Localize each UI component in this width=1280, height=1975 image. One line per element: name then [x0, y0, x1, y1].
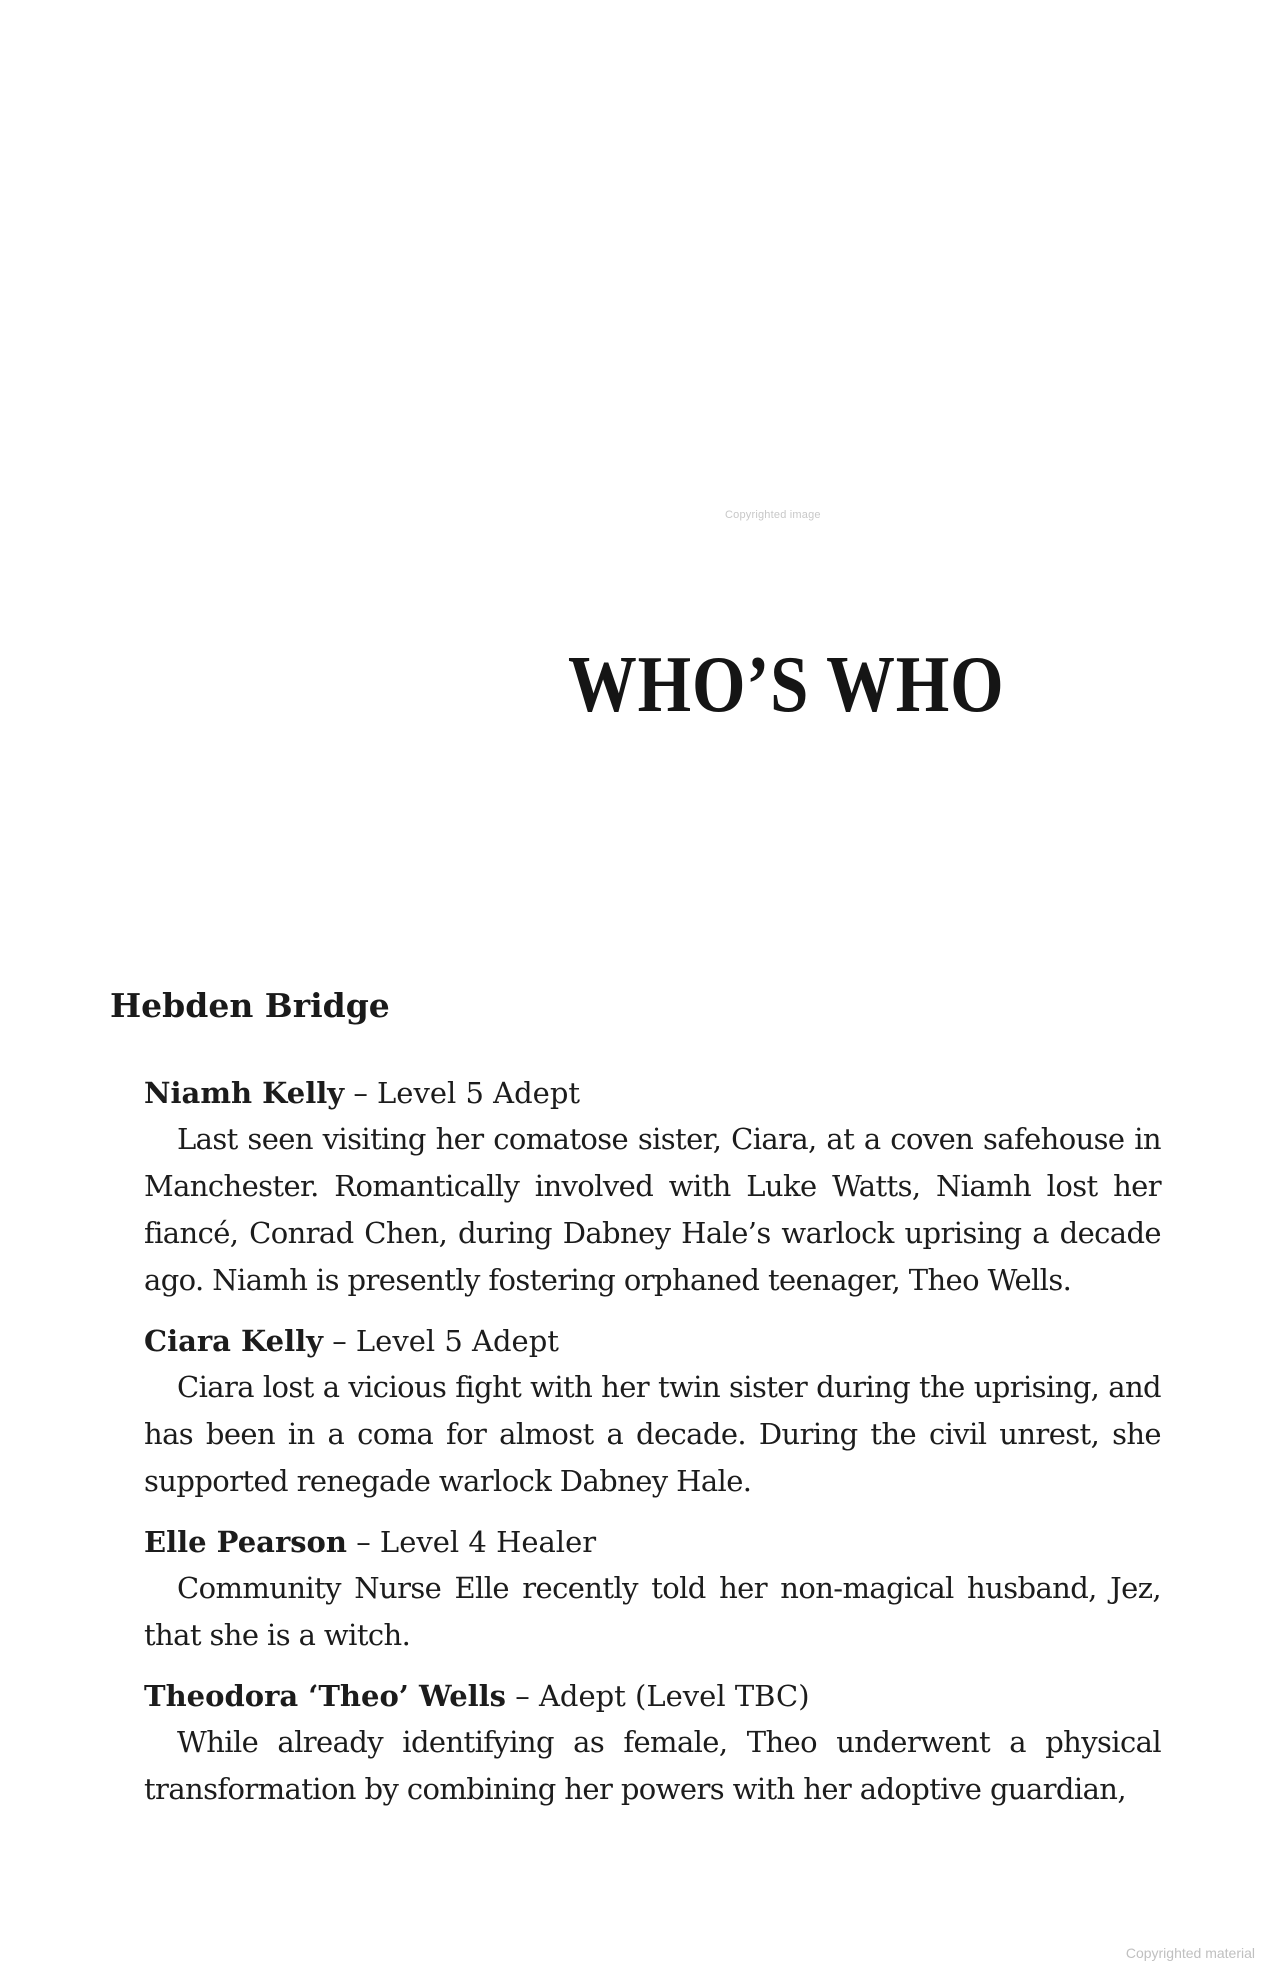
copyrighted-image-placeholder: Copyrighted image [725, 509, 821, 521]
section-heading: Hebden Bridge [110, 986, 390, 1025]
character-description: Last seen visiting her comatose sister, Ciara, at a coven safehouse in Manchester. Romantically involved with Luke Watts, Niamh lost her fiancé, Conrad Chen, during Dabney Hale’s warlock uprising a decade ago. Niamh is presently fostering orphaned teenager, Theo Wells. [144, 1122, 1161, 1297]
character-name: Niamh Kelly [144, 1076, 345, 1110]
character-description: While already identifying as female, Theo underwent a physical transformation by combining her powers with her adoptive guardian, [144, 1725, 1161, 1806]
character-level: – Adept (Level TBC) [515, 1679, 810, 1713]
character-level: – Level 5 Adept [353, 1076, 581, 1110]
page-title: WHO’S WHO [568, 641, 1005, 729]
character-entry-niamh-kelly [144, 1070, 1161, 1304]
character-entry-elle-pearson [144, 1519, 1161, 1659]
character-list [144, 1070, 1161, 1827]
character-level: – Level 4 Healer [356, 1525, 597, 1559]
copyright-notice: Copyrighted material [1125, 1945, 1255, 1961]
character-description: Ciara lost a vicious fight with her twin sister during the uprising, and has been in a coma for almost a decade. During the civil unrest, she supported renegade warlock Dabney Hale. [144, 1370, 1161, 1498]
character-entry-theo-wells [144, 1673, 1161, 1813]
character-name: Ciara Kelly [144, 1324, 323, 1358]
character-name: Theodora ‘Theo’ Wells [144, 1679, 507, 1713]
character-level: – Level 5 Adept [332, 1324, 559, 1358]
character-description: Community Nurse Elle recently told her non-magical husband, Jez, that she is a witch. [144, 1571, 1161, 1652]
entry-heading [144, 1673, 1161, 1719]
character-entry-ciara-kelly [144, 1318, 1161, 1505]
entry-heading [144, 1519, 1161, 1565]
character-name: Elle Pearson [144, 1525, 347, 1559]
entry-heading [144, 1070, 1161, 1116]
entry-heading [144, 1318, 1161, 1364]
